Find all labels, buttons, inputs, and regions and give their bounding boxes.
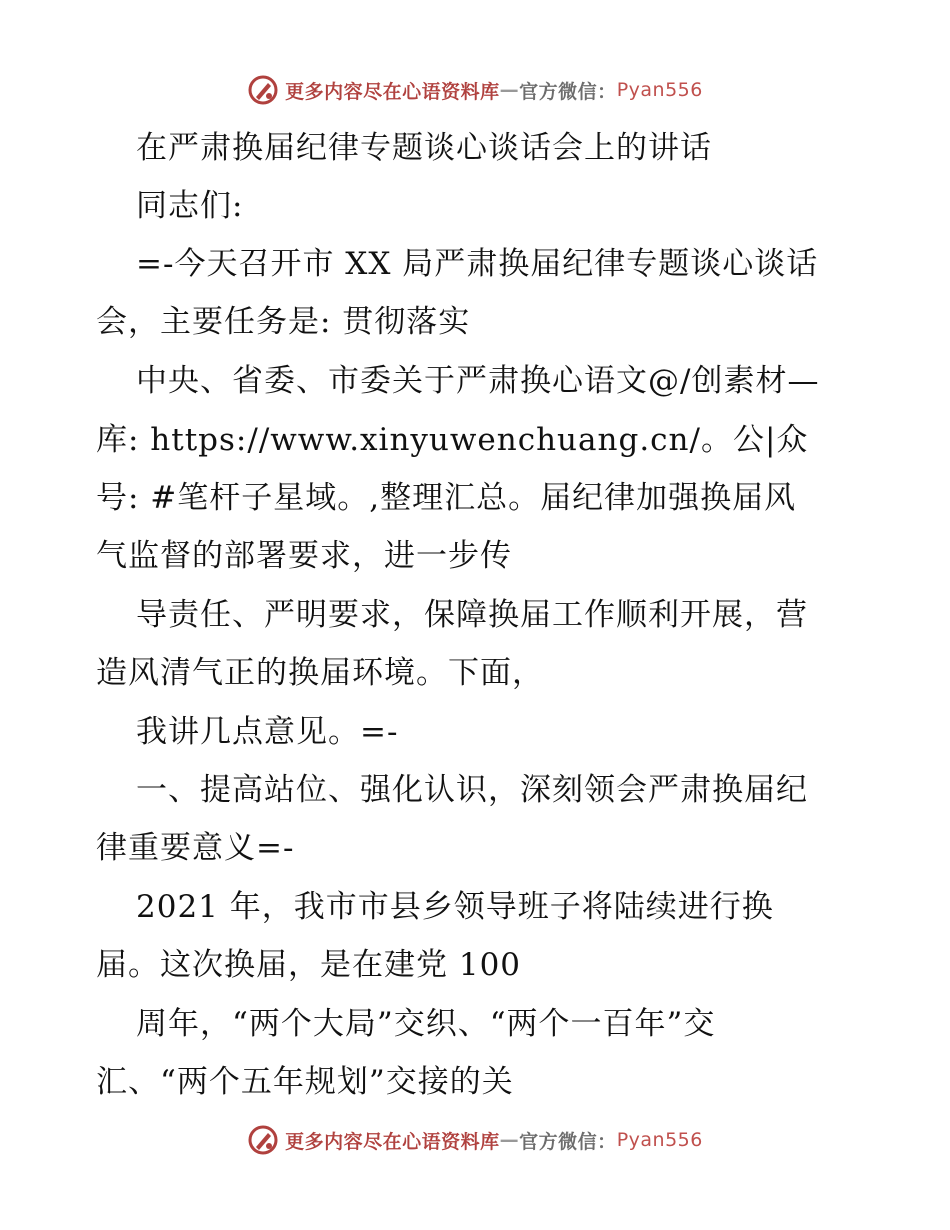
doc-line: 会，主要任务是: 贯彻落实 <box>96 304 471 340</box>
doc-salutation: 同志们: <box>136 188 244 224</box>
doc-line: 届。这次换届，是在建党 100 <box>96 947 522 983</box>
header-watermark-banner <box>0 70 950 110</box>
banner-wechat-id: Pyan556 <box>616 1129 703 1151</box>
doc-line: 2021 年，我市市县乡领导班子将陆续进行换 <box>136 889 774 925</box>
banner-wechat-id: Pyan556 <box>616 79 703 101</box>
section-heading: 一、提高站位、强化认识，深刻领会严肃换届纪 <box>136 772 808 808</box>
doc-line: =-今天召开市 XX 局严肃换届纪律专题谈心谈话 <box>136 246 819 282</box>
doc-line: 导责任、严明要求，保障换届工作顺利开展，营 <box>136 597 808 633</box>
banner-site-text: 更多内容尽在心语资料库 <box>285 80 500 103</box>
doc-line: 周年，“两个大局”交织、“两个一百年”交 <box>136 1006 716 1042</box>
pen-logo-icon <box>247 1124 279 1156</box>
banner-wechat-label: 官方微信： <box>519 80 617 103</box>
banner-dash: — <box>499 79 520 101</box>
footer-watermark-banner <box>0 1120 950 1160</box>
section-heading: 律重要意义=- <box>96 830 295 866</box>
banner-dash: — <box>499 1129 520 1151</box>
doc-title: 在严肃换届纪律专题谈心谈话会上的讲话 <box>136 130 712 166</box>
doc-line: 号: #笔杆子星域。,整理汇总。届纪律加强换届风 <box>96 480 797 516</box>
doc-line: 造风清气正的换届环境。下面， <box>96 655 544 691</box>
doc-line: 库: https://www.xinyuwenchuang.cn/。公|众 <box>96 422 809 458</box>
pen-logo-icon <box>247 74 279 106</box>
doc-line: 我讲几点意见。=- <box>136 714 399 750</box>
banner-site-text: 更多内容尽在心语资料库 <box>285 1130 500 1153</box>
doc-line: 气监督的部署要求，进一步传 <box>96 538 512 574</box>
doc-line: 中央、省委、市委关于严肃换心语文@/创素材— <box>136 363 820 399</box>
doc-line: 汇、“两个五年规划”交接的关 <box>96 1064 514 1100</box>
banner-wechat-label: 官方微信： <box>519 1130 617 1153</box>
